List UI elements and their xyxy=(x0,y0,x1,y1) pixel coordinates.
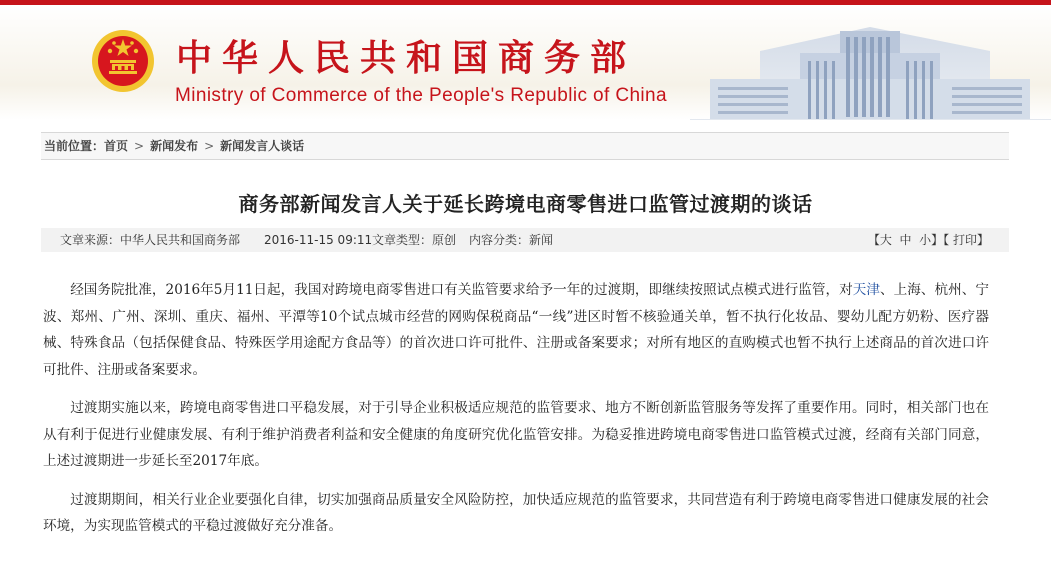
article-category: 内容分类：新闻 xyxy=(469,233,554,247)
print-button[interactable]: 【 打印】 xyxy=(943,233,989,247)
article-tools xyxy=(868,228,989,252)
font-size-medium-button[interactable]: 中 xyxy=(899,233,912,247)
breadcrumb xyxy=(41,132,1009,160)
breadcrumb-separator: > xyxy=(204,139,215,153)
font-size-small-button[interactable]: 小 xyxy=(919,233,932,247)
font-size-large-button[interactable]: 大 xyxy=(879,233,892,247)
site-title-en: Ministry of Commerce of the People's Republic of China xyxy=(175,85,667,106)
tianjin-link[interactable]: 天津 xyxy=(852,282,881,298)
article-source: 文章来源：中华人民共和国商务部 xyxy=(60,233,241,247)
paragraph-text: 、上海、杭州、宁波、郑州、广州、深圳、重庆、福州、平潭等10个试点城市经营的网购保税商品“一线”进区时暂不核验通关单，暂不执行化妆品、婴幼儿配方奶粉、医疗器械、特殊食品（包括保健食品、特殊医学用途配方食品等）的首次进口许可批件、注册或备案要求；对所有地区的直购模式也暂不执行上述商品的首次进口许可批件、注册或备案要求。 xyxy=(43,282,989,378)
breadcrumb-separator: > xyxy=(134,139,145,153)
font-size-open-bracket: 【 xyxy=(867,233,880,247)
article-body xyxy=(43,277,989,552)
paragraph-text: 经国务院批准，2016年5月11日起，我国对跨境电商零售进口有关监管要求给予一年的过渡期，即继续按照试点模式进行监管，对 xyxy=(70,282,853,298)
article-meta-bar xyxy=(41,228,1009,252)
article-title: 商务部新闻发言人关于延长跨境电商零售进口监管过渡期的谈话 xyxy=(238,192,813,216)
breadcrumb-link-home[interactable]: 首页 xyxy=(104,139,129,153)
article-paragraph: 过渡期期间，相关行业企业要强化自律，切实加强商品质量安全风险防控，加快适应规范的监管要求，共同营造有利于跨境电商零售进口健康发展的社会环境，为实现监管模式的平稳过渡做好充分准备。 xyxy=(43,491,989,534)
article-paragraph: 过渡期实施以来，跨境电商零售进口平稳发展，对于引导企业积极适应规范的监管要求、地方不断创新监管服务等发挥了重要作用。同时，相关部门也在从有利于促进行业健康发展、有利于维护消费者利益和安全健康的角度研究优化监管安排。为稳妥推进跨境电商零售进口监管模式过渡，经商有关部门同意，上述过渡期进一步延长至2017年底。 xyxy=(43,400,989,469)
breadcrumb-link-spokesperson[interactable]: 新闻发言人谈话 xyxy=(220,139,305,153)
article-date: 2016-11-15 09:11 xyxy=(264,233,373,247)
font-size-close-bracket: 】 xyxy=(931,233,944,247)
national-emblem-icon xyxy=(90,27,156,95)
site-title-cn: 中华人民共和国商务部 xyxy=(176,38,637,79)
article-type: 文章类型：原创 xyxy=(372,233,457,247)
breadcrumb-link-news-release[interactable]: 新闻发布 xyxy=(150,139,199,153)
breadcrumb-label: 当前位置： xyxy=(44,139,105,153)
article-paragraph xyxy=(43,277,989,383)
ministry-building-illustration xyxy=(690,21,1051,120)
site-header xyxy=(0,5,1051,120)
